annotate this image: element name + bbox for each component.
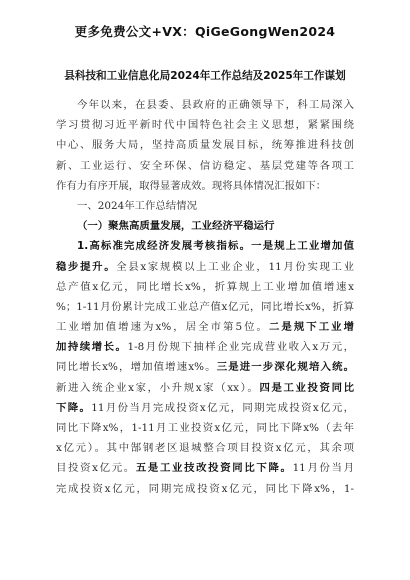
intro-line: 作有力有序开展，取得显著成效。现将具体情况汇报如下： (56, 179, 327, 192)
bold-phrase: 五是工业技改投资同比下降。 (135, 462, 293, 475)
bold-phrase: 三是进一步深化规培入统。 (216, 361, 354, 374)
bold-phrase: 加持续增长。 (56, 341, 128, 354)
intro-line: 学习贯彻习近平新时代中国特色社会主义思想，紧紧围绕 (56, 119, 354, 132)
paragraph-line: 同比下降x%，1-11月工业投资x亿元，同比下降x%（去年 (56, 422, 354, 434)
paragraph-line (56, 458, 354, 478)
promo-header: 更多免费公文+VX：QiGeGongWen2024 (74, 24, 336, 39)
text-run: 11月份当月 (292, 462, 354, 475)
text-run: 同比增长x%，增加值增速x%。 (56, 361, 217, 374)
intro-line: 今年以来，在县委、县政府的正确领导下，科工局深入 (77, 99, 354, 111)
paragraph-line (56, 257, 354, 277)
text-run: 1-8月份规下抽样企业完成营业收入x万元， (127, 341, 354, 354)
bold-phrase: 1.高标准完成经济发展考核指标。一是规上工业增加值 (77, 240, 354, 253)
bold-phrase: 四是工业投资同比 (259, 381, 354, 394)
intro-line: 新、工业运行、安全环保、信访稳定、基层党建等各项工 (56, 159, 354, 172)
paragraph-line (56, 398, 354, 418)
paragraph-line: %；1-11月份累计完成工业总产值x亿元，同比增长x%，折算 (56, 300, 354, 313)
paragraph-line: 完成投资x亿元，同期完成投资x亿元，同比下降x%，1- (56, 482, 354, 495)
paragraph-line (56, 317, 354, 337)
text-run: 新进入统企业x家，小升规x家（xx）。 (56, 381, 260, 394)
bold-phrase: 下降。 (56, 401, 92, 414)
document-title: 县科技和工业信息化局2024年工作总结及2025年工作谋划 (64, 70, 346, 82)
paragraph-line: x亿元）。其中郜钢老区退城整合项目投资x亿元，其余项 (56, 442, 354, 455)
paragraph-line (56, 236, 354, 256)
paragraph-line (56, 337, 354, 357)
paragraph-line (56, 378, 354, 398)
text-run: 全县x家规模以上工业企业，11月份实现工业 (116, 260, 354, 273)
text-run: 目投资x亿元。 (56, 462, 136, 475)
text-run: 工业增加值增速为x%，居全市第5位。 (56, 321, 269, 334)
text-run: 11月份当月完成投资x亿元，同期完成投资x亿元， (91, 401, 354, 414)
document-body (56, 95, 354, 499)
bold-phrase: 二是规下工业增 (269, 321, 354, 334)
subsection-heading: （一）聚焦高质量发展，工业经济平稳运行 (77, 220, 275, 233)
bold-phrase: 稳步提升。 (56, 260, 117, 273)
paragraph-line (56, 357, 354, 377)
section-heading: 一、2024年工作总结情况 (77, 199, 197, 212)
intro-line: 中心、服务大局，坚持高质量发展目标，统筹推进科技创 (56, 139, 354, 152)
paragraph-line: 总产值x亿元，同比增长x%，折算规上工业增加值增速x (56, 280, 354, 293)
